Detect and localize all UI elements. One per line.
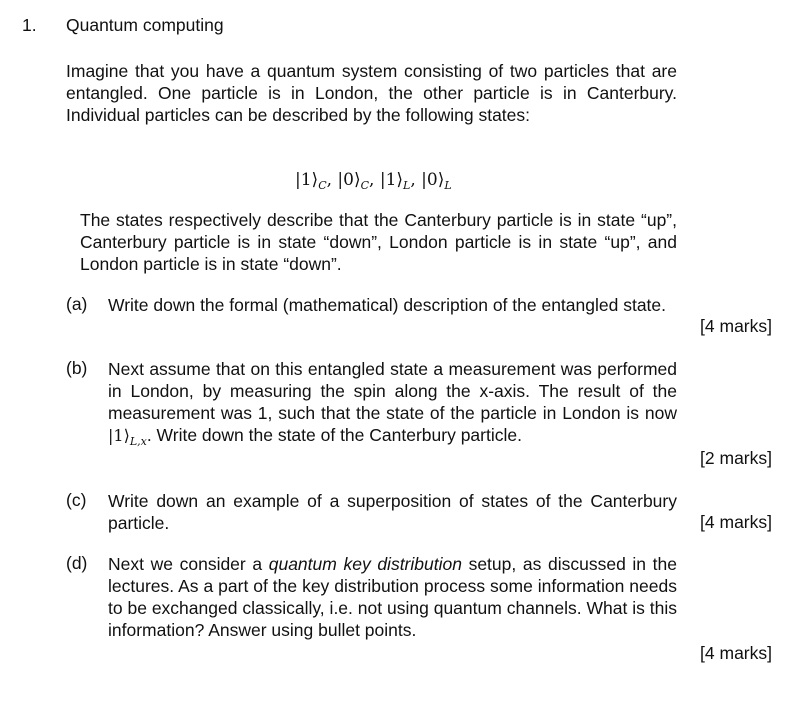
state-separator: ,	[326, 170, 338, 190]
states-explanation: The states respectively describe that the Canterbury particle is in state “up”, Canterbury particle is in state “down”, London particle is in state “up”, and London particle is in state “down”.	[80, 210, 677, 274]
part-b-marks: [2 marks]	[700, 448, 772, 468]
part-d-text-after: setup, as discussed in the lectures. As a part of the key distribution process some information needs to be exchanged classically, i.e. not using quantum channels. What is this information? Answer using bullet points.	[108, 554, 677, 640]
part-a-text: Write down the formal (mathematical) description of the entangled state.	[108, 295, 667, 315]
part-d-emphasis: quantum key distribution	[268, 554, 462, 574]
part-b-text-after: . Write down the state of the Canterbury particle.	[146, 425, 522, 445]
part-c-label: (c)	[66, 490, 87, 510]
question-intro: Imagine that you have a quantum system consisting of two particles that are entangled. One particle is in London, the other particle is in Canterbury. Individual particles can be described by the following states:	[66, 61, 677, 125]
part-d-text-before: Next we consider a	[108, 554, 269, 574]
part-d-marks: [4 marks]	[700, 643, 772, 663]
part-b-text	[108, 358, 677, 447]
state-1-subscript: C	[318, 179, 327, 192]
part-b-ket: |1⟩	[108, 426, 130, 445]
state-3-ket: |1⟩	[379, 170, 404, 190]
part-a-marks: [4 marks]	[700, 316, 772, 336]
part-d-label: (d)	[66, 553, 88, 573]
part-a-label: (a)	[66, 294, 88, 314]
question-number: 1.	[22, 15, 37, 35]
part-b-label: (b)	[66, 358, 88, 378]
state-separator: ,	[410, 170, 422, 190]
state-4-subscript: L	[444, 179, 452, 192]
state-separator: ,	[369, 170, 380, 190]
part-c-marks: [4 marks]	[700, 512, 772, 532]
state-list	[295, 170, 452, 190]
state-2-ket: |0⟩	[337, 170, 361, 190]
state-1-ket: |1⟩	[295, 170, 319, 190]
part-d-text	[108, 553, 677, 641]
state-2-subscript: C	[360, 179, 370, 192]
state-4-ket: |0⟩	[421, 170, 445, 190]
state-3-subscript: L	[403, 179, 411, 192]
part-b-ket-subscript: L,x	[129, 435, 147, 448]
part-c-text: Write down an example of a superposition of states of the Canterbury particle.	[108, 491, 677, 533]
question-title: Quantum computing	[66, 15, 224, 35]
part-b-text-before: Next assume that on this entangled state a measurement was performed in London, by measuring the spin along the x-axis. The result of the measurement was 1, such that the state of the particle in London is now	[108, 359, 677, 423]
